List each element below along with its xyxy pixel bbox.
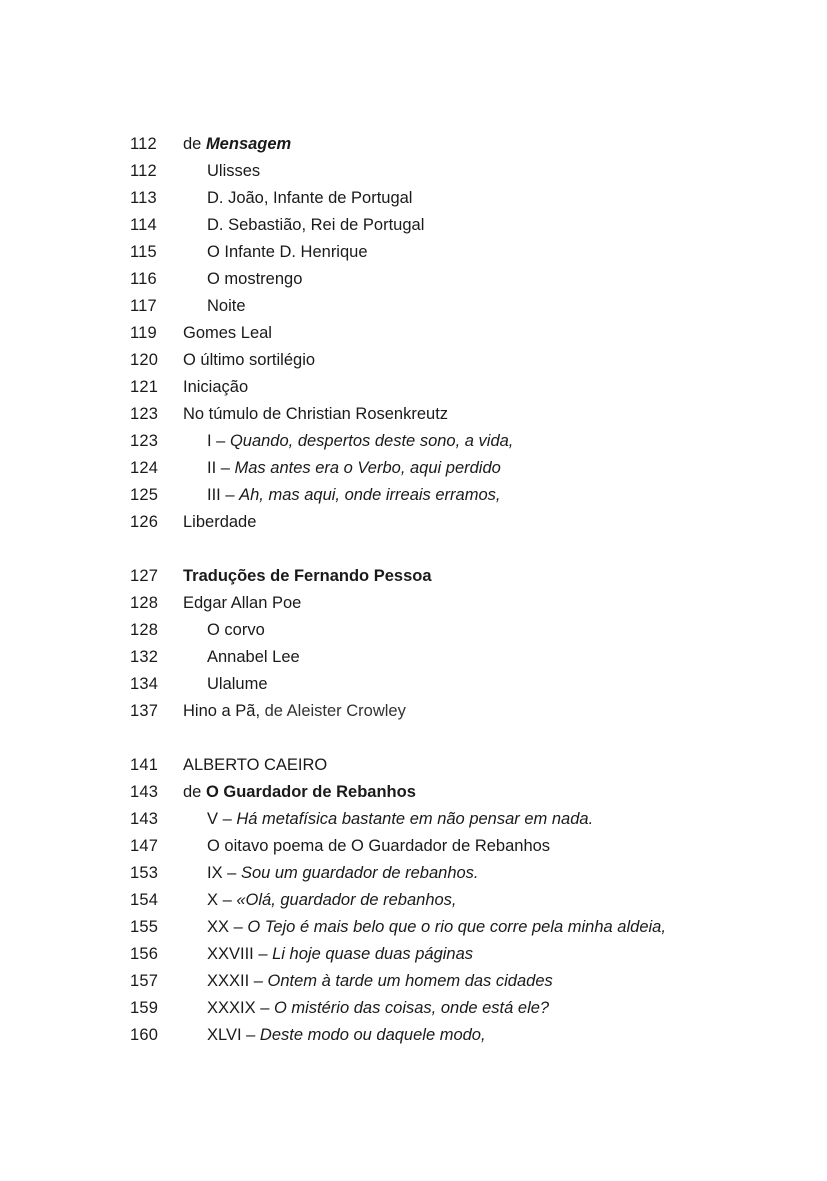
entry-author: de Aleister Crowley — [260, 702, 406, 720]
toc-entry — [130, 941, 750, 968]
toc-entry — [130, 617, 750, 644]
entry-title-text: O Guardador de Rebanhos — [205, 783, 416, 801]
entry-title: Iniciação — [183, 378, 249, 396]
entry-title — [183, 995, 750, 1022]
toc-entry — [130, 428, 750, 455]
page-number: 112 — [130, 162, 157, 180]
toc-entry — [130, 806, 750, 833]
toc-entry — [130, 239, 750, 266]
page-number: 112 — [130, 135, 157, 153]
toc-entry — [130, 482, 750, 509]
toc-entry — [130, 509, 750, 536]
toc-entry — [130, 671, 750, 698]
page-number: 134 — [130, 675, 159, 693]
page-number: 121 — [130, 378, 159, 396]
entry-title: Ulisses — [207, 162, 261, 180]
page-number: 127 — [130, 567, 159, 585]
page-number: 153 — [130, 864, 159, 882]
entry-title — [183, 806, 750, 833]
page-number: 159 — [130, 999, 159, 1017]
toc-entry — [130, 860, 750, 887]
entry-title: O Infante D. Henrique — [207, 243, 368, 261]
page-number: 141 — [130, 756, 159, 774]
entry-title: Liberdade — [183, 513, 257, 531]
page-number: 116 — [130, 270, 157, 288]
entry-title: No túmulo de Christian Rosenkreutz — [183, 405, 449, 423]
page-number: 124 — [130, 459, 159, 477]
entry-title: D. Sebastião, Rei de Portugal — [207, 216, 425, 234]
toc-entry — [130, 698, 750, 725]
entry-title — [183, 455, 750, 482]
entry-title — [183, 131, 750, 158]
toc-entry — [130, 266, 750, 293]
roman-numeral: V – — [207, 810, 237, 828]
roman-numeral: IX – — [207, 864, 241, 882]
page-number: 128 — [130, 594, 159, 612]
roman-numeral: XXXIX – — [207, 999, 274, 1017]
entry-title: Ulalume — [207, 675, 268, 693]
entry-title-text: Mensagem — [205, 135, 292, 153]
page-number: 115 — [130, 243, 157, 261]
toc-entry — [130, 158, 750, 185]
roman-numeral: X – — [207, 891, 237, 909]
entry-title-text: Mas antes era o Verbo, aqui perdido — [234, 459, 501, 477]
entry-title-text: Li hoje quase duas páginas — [272, 945, 474, 963]
toc-entry — [130, 185, 750, 212]
toc-entry — [130, 347, 750, 374]
page-number: 156 — [130, 945, 159, 963]
entry-title: Annabel Lee — [207, 648, 300, 666]
page-number: 123 — [130, 405, 159, 423]
toc-entry — [130, 968, 750, 995]
entry-title — [183, 428, 750, 455]
page-number: 154 — [130, 891, 159, 909]
entry-title: Edgar Allan Poe — [183, 594, 302, 612]
entry-title-text: Há metafísica bastante em não pensar em nada. — [236, 810, 594, 828]
roman-numeral: II – — [207, 459, 235, 477]
entry-title — [183, 779, 750, 806]
entry-prefix: de — [183, 135, 206, 153]
toc-entry — [130, 455, 750, 482]
toc-entry — [130, 779, 750, 806]
entry-title-text: Ontem à tarde um homem das cidades — [267, 972, 553, 990]
page-number: 119 — [130, 324, 157, 342]
toc-entry — [130, 320, 750, 347]
entry-title: Gomes Leal — [183, 324, 272, 342]
table-of-contents — [130, 131, 750, 1049]
page-number: 126 — [130, 513, 159, 531]
entry-title: O mostrengo — [207, 270, 303, 288]
roman-numeral: XX – — [207, 918, 248, 936]
page-number: 132 — [130, 648, 159, 666]
entry-title: Noite — [207, 297, 246, 315]
entry-title — [183, 1022, 750, 1049]
page-number: 157 — [130, 972, 159, 990]
entry-title-text: Quando, despertos deste sono, a vida, — [229, 432, 514, 450]
section-spacer — [130, 725, 750, 752]
entry-title: O último sortilégio — [183, 351, 316, 369]
entry-title-text: O mistério das coisas, onde está ele? — [273, 999, 550, 1017]
entry-title: O corvo — [207, 621, 265, 639]
toc-entry — [130, 887, 750, 914]
entry-title-text: «Olá, guardador de rebanhos, — [236, 891, 457, 909]
entry-title-text: O Tejo é mais belo que o rio que corre pela minha aldeia, — [247, 918, 666, 936]
section-title: Traduções de Fernando Pessoa — [183, 567, 432, 585]
page-number: 125 — [130, 486, 159, 504]
entry-title — [183, 482, 750, 509]
entry-title — [183, 698, 750, 725]
toc-entry — [130, 833, 750, 860]
page-number: 114 — [130, 216, 157, 234]
entry-title-text: Sou um guardador de rebanhos. — [240, 864, 479, 882]
roman-numeral: III – — [207, 486, 240, 504]
toc-entry — [130, 995, 750, 1022]
section-title: ALBERTO CAEIRO — [183, 756, 328, 774]
toc-entry — [130, 131, 750, 158]
roman-numeral: I – — [207, 432, 230, 450]
section-spacer — [130, 536, 750, 563]
page-number: 143 — [130, 810, 159, 828]
toc-entry — [130, 914, 750, 941]
page-number: 113 — [130, 189, 157, 207]
page-number: 137 — [130, 702, 159, 720]
page-number: 147 — [130, 837, 159, 855]
toc-entry — [130, 212, 750, 239]
entry-title-text: Deste modo ou daquele modo, — [259, 1026, 486, 1044]
toc-section-heading — [130, 752, 750, 779]
toc-entry — [130, 644, 750, 671]
entry-title: D. João, Infante de Portugal — [207, 189, 413, 207]
entry-title — [183, 887, 750, 914]
entry-title-text: Hino a Pã, — [183, 702, 261, 720]
entry-title — [183, 860, 750, 887]
page-number: 143 — [130, 783, 159, 801]
toc-section-heading — [130, 563, 750, 590]
page-number: 160 — [130, 1026, 159, 1044]
roman-numeral: XXXII – — [207, 972, 268, 990]
toc-entry — [130, 293, 750, 320]
roman-numeral: XLVI – — [207, 1026, 260, 1044]
page-number: 155 — [130, 918, 159, 936]
entry-title: O oitavo poema de O Guardador de Rebanhos — [207, 837, 551, 855]
entry-title — [183, 914, 750, 941]
entry-title — [183, 941, 750, 968]
page-number: 117 — [130, 297, 157, 315]
entry-title — [183, 968, 750, 995]
page-number: 120 — [130, 351, 159, 369]
toc-entry — [130, 590, 750, 617]
entry-title-text: Ah, mas aqui, onde irreais erramos, — [239, 486, 501, 504]
page-number: 128 — [130, 621, 159, 639]
entry-prefix: de — [183, 783, 206, 801]
roman-numeral: XXVIII – — [207, 945, 273, 963]
toc-entry — [130, 1022, 750, 1049]
toc-entry — [130, 401, 750, 428]
page-number: 123 — [130, 432, 159, 450]
toc-entry — [130, 374, 750, 401]
